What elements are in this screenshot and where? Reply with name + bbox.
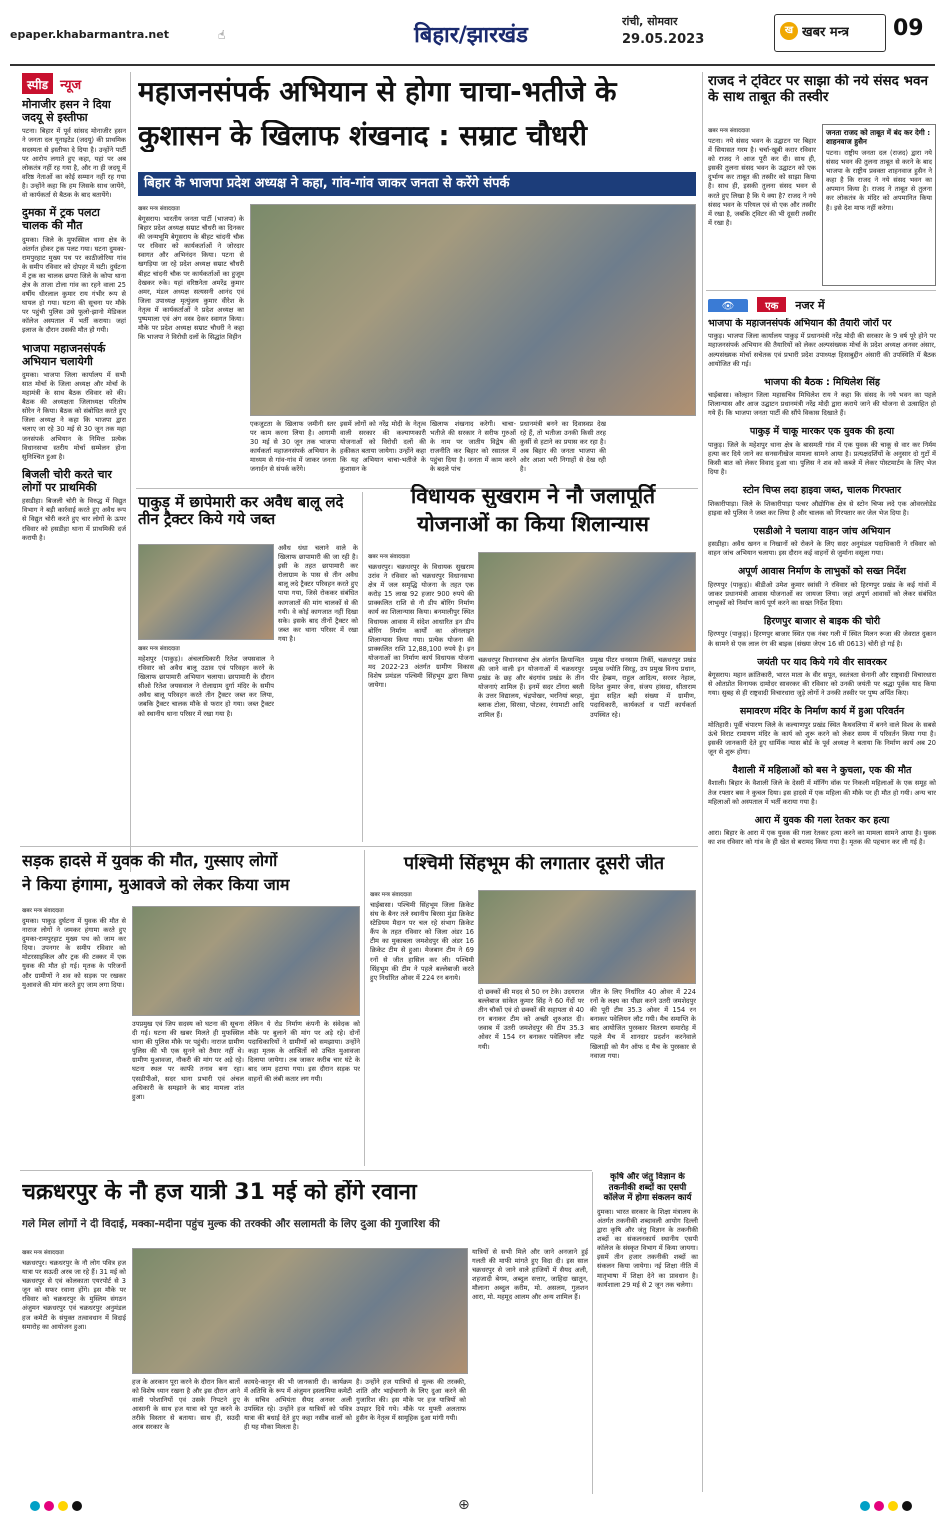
pakur-headline[interactable]: पाकुड़ में छापेमारी कर अवैध बालू लदे तीन ट्रैक्टर किये गये जब्त	[138, 494, 344, 529]
lead-headline-line-2[interactable]: कुशासन के खिलाफ शंखनाद : सम्राट चौधरी	[138, 120, 588, 152]
mid-column-rule	[362, 492, 363, 842]
agri-headline[interactable]: कृषि और जंतु विज्ञान के तकनीकी शब्दों का एसपी कॉलेज में होगा संकलन कार्य	[603, 1172, 692, 1204]
nazar-item-body: चाईबासा। कोल्हान जिला महासचिव मिथिलेश राय ने कहा कि संसद के नये भवन का पहले शिलान्यास और आज उद्घाटन प्रधानमंत्री नरेंद्र मोदी द्वारा कराये जाने की योजना से उत्साहित हो गये हैं। कि भाजपा जनता पार्टी की सौंपे विकास दिखाते हैं।	[708, 391, 936, 418]
accident-byline: खबर मन्त्र संवाददाता	[22, 908, 64, 914]
pakur-photo[interactable]	[138, 544, 274, 640]
pakur-text-a	[138, 644, 274, 838]
registration-dot	[30, 1501, 40, 1511]
nazar-item-title: पाकुड़ में चाकू मारकर एक युवक की हत्या	[749, 426, 895, 438]
lead-subhead: बिहार के भाजपा प्रदेश अध्यक्ष ने कहा, गांव-गांव जाकर जनता से करेंगे संपर्क	[138, 172, 696, 196]
nazar-item-body: वैशाली। बिहार के वैशाली जिले के देसरी में मॉर्निंग वॉक पर निकली महिलाओं के एक समूह को तेज रफ्तार बस ने कुचल दिया। इस हादसे में एक महिला की मौके पर ही मौत हो गयी। अन्य चार महिलाओं को अस्पताल में भर्ती कराया गया है।	[708, 779, 936, 806]
registration-dot	[860, 1501, 870, 1511]
nazar-item	[708, 657, 936, 699]
mid-section-rule	[20, 846, 698, 847]
rjd-headline[interactable]: राजद ने ट्विटर पर साझा की नये संसद भवन के साथ ताबूत की तस्वीर	[708, 74, 929, 105]
lead-photo[interactable]	[250, 204, 696, 416]
speed-item-title: भाजपा महाजनसंपर्क अभियान चलायेगी	[22, 341, 106, 368]
nazar-item-title: भाजपा के महाजनसंपर्क अभियान की तैयारी जोरों पर	[708, 318, 892, 329]
ek-nazar-label	[708, 294, 936, 312]
haj-subhead: गले मिल लोगों ने दी विदाई, मक्का-मदीना पहुंच मुल्क की तरक्की और सलामती के लिए दुआ की गुजारिश की	[22, 1218, 440, 1230]
speed-news-label	[22, 72, 122, 94]
accident-text-c: लेकिन ये रोड निर्माण कंपनी के संवेदक को मौके पर बुलाने की मांग पर अड़े रहे। दोनों पदाधिकारियों ने ग्रामीणों को समझाया। उन्होंने कहा मृतक के आश्रितों को उचित मुआवजा दिलाया जायेगा। तब जाकर करीब चार घंटे के बाद जाम हटाया गया। इस दौरान सड़क पर वाहनों की लंबी कतार लग गयी।	[248, 1020, 360, 1083]
haj-photo[interactable]	[132, 1248, 468, 1374]
lead-text-col3: इसमें लोगों को नरेंद्र मोदी के नेतृत्व वाली सरकार की कल्याणकारी योजनाओं को विरोधी दलों की हकीकत बताया जायेगा। उन्होंने कहा कि यह अभियान चाचा-भतीजे के कुशासन के	[340, 420, 426, 474]
nazar-item	[708, 616, 936, 649]
agri-body: दुमका। भारत सरकार के शिक्षा मंत्रालय के अंतर्गत तकनीकी शब्दावली आयोग दिल्ली द्वारा कृषि और जंतु विज्ञान के तकनीकी शब्दों का संकलनकार्य स्थानीय एसपी कॉलेज के संस्कृत विभाग में किया जायगा। इसमें तीन हजार तकनीकी शब्दों का संकलन किया जायेगा। नई शिक्षा नीति में मातृभाषा में शिक्षा देने का प्रावधान है। कार्यशाला 29 मई से 2 जून तक चलेगा।	[597, 1207, 698, 1289]
nazar-item-title: जयंती पर याद किये गये वीर सावरकर	[757, 656, 887, 668]
haj-text-b: हज के अरकान पूरा करने के दौरान किन बातों को विशेष ध्यान रखना है और इस दौरान आने वाली परेशानियों एवं उसके निपटने हुए आसानी के साथ हज यात्रा को पूरा करने के तरीके विस्तार से बताया। साथ ही, सउदी अरब सरकार के	[132, 1378, 240, 1432]
lower-mid-rule	[364, 850, 365, 1166]
nazar-item-body: बेगूसराय। महान क्रांतिकारी, भारत माता के वीर सपूत, स्वतंत्रता सेनानी और राष्ट्रवादी विचारधारा से ओतप्रोत विनायक दामोदर सावरकर की रविवार को उनकी जयंती पर श्रद्धा पूर्वक याद किया गया। सुबह से ही राष्ट्रवादी विचारधारा जुड़े लोगों ने उनकी तस्वीर पर पुष्प अर्पित किए।	[708, 671, 936, 698]
ek-label-a: एक	[757, 297, 786, 312]
registration-dot	[58, 1501, 68, 1511]
cricket-text-a	[370, 890, 474, 1164]
speed-item-body: दुमका। जिले के मुफस्सिल थाना क्षेत्र के अंतर्गत होकर ट्रक पलट गया। घटना दुमका-रामपुरहाट मुख्य पथ पर काठीजोरिया गांव के समीप रविवार को दोपहर में घटी। दुर्घटना में ट्रक का चालक छपरा जिले के कोपा थाना क्षेत्र के ताजा टोला गांव का रहने वाला 25 वर्षीय धीरलाल कुमार राय गंभीर रूप से घायल हो गया। घटना की सूचना पर मौके पर पहुंची पुलिस उसे फूलो-झानो मेडिकल कॉलेज अस्पताल में भर्ती कराया। जहां इलाज के दौरान उसकी मौत हो गयी।	[22, 235, 126, 335]
registration-dot	[902, 1501, 912, 1511]
nazar-item	[708, 485, 936, 518]
ek-nazar-column	[708, 318, 936, 1488]
speed-item	[22, 342, 126, 462]
accident-body: दुमका। पाकुड़ दुर्घटना में युवक की मौत से नाराज लोगों ने जमकर हंगामा करते हुए दुमका-रामपुरहाट मुख्य पथ को जाम कर दिया। उपनगर के समीप रविवार को मोटरसाइकिल और ट्रक की टक्कर में एक युवक की मौत हो गई। मृतक के परिजनों और ग्रामीणों ने शव को सड़क पर रखकर मुआवजे की मांग करते हुए जाम लगा दिया।	[22, 917, 126, 989]
nazar-item-body: हिरणपुर (पाकुड़)। बीडीओ उमेश कुमार स्वांसी ने रविवार को हिरणपुर प्रखंड के कई गांवों में जाकर प्रधानमंत्री आवास योजनाओं का जायजा लिया। जहां अपूर्ण आवासों को लेकर संबंधित लाभुकों को निर्माण कार्य पूर्ण करने का सख्त निर्देश दिया।	[708, 580, 936, 607]
lead-byline: खबर मन्त्र संवाददाता	[138, 206, 180, 212]
speed-label-a: स्पीड	[22, 73, 53, 94]
nazar-item-body: हिरणपुर (पाकुड़)। हिरणपुर बाजार स्थित एक नंबर गली में स्थित मिलन रूजा की जेवरात दुकान के सामने से एक लाल रंग की बाइक (संख्या जेएच 16 सी 0613) चोरी हो गई है।	[708, 630, 936, 648]
nazar-item-title: अपूर्ण आवास निर्माण के लाभुकों को सख्त निर्देश	[737, 566, 907, 578]
cursor-icon: ☝	[218, 28, 226, 42]
nazar-item	[708, 377, 936, 419]
cricket-headline[interactable]: पश्चिमी सिंहभूम की लगातार दूसरी जीत	[403, 854, 665, 874]
cricket-text-c: जीत के लिए निर्धारित 40 ओवर में 224 रनों के लक्ष्य का पीछा करने उतरी जमशेदपुर की पूरी टीम 35.3 ओवर में 154 रन बनाकर पवेलियन लौट गयी। मैच समाप्ति के बाद आयोजित पुरस्कार वितरण समारोह में पहले मैच में शानदार प्रदर्शन करनेवाले खिलाड़ी को मैन ऑफ द मैच के पुरस्कार से नवाजा गया।	[590, 988, 696, 1060]
cricket-photo[interactable]	[478, 890, 696, 984]
nazar-item	[708, 566, 936, 608]
haj-headline[interactable]: चक्रधरपुर के नौ हज यात्री 31 मई को होंगे रवाना	[22, 1180, 417, 1205]
speed-item-body: दुमका। भाजपा जिला कार्यालय में सभी सात मोर्चा के जिला अध्यक्ष और मोर्चा के महामंत्री के साथ बैठक रविवार को की। बैठक की अध्यक्षता जिलाध्यक्ष परितोष सोरेन ने किया। बैठक को संबोधित करते हुए जिला अध्यक्ष ने कहा कि भाजपा द्वारा चलाए जा रहे 30 मई से 30 जून तक महा जनसंपर्क अभियान के निमित्त प्रत्येक विधानसभा स्तरीय मोर्चा सम्मेलन होना सुनिश्चित हुआ है।	[22, 370, 126, 461]
mla-headline-line-1[interactable]: विधायक सुखराम ने नौ जलापूर्ति	[410, 484, 656, 508]
speed-item-body: पटना। बिहार में पूर्व सांसद मोनाजीर हसन ने जनता दल यूनाइटेड (जदयू) की प्राथमिक सदस्यता से इस्तीफा दे दिया है। उन्होंने पार्टी पर आरोप लगाते हुए कहा, यहां पर अब लोकतंत्र नहीं रह गया है, और ना ही जदयू में वरिष्ठ नेताओं का कोई सम्मान नहीं रह गया है। उन्होंने कहा कि हम जिसके साथ जायेंगे, वो कार्यकर्ता से बैठक के बाद बतायेंगे।	[22, 127, 126, 200]
pakur-text-b: अवैध धंधा चलाने वाले के खिलाफ छापामारी की जा रही है। इसी के तहत छापामारी कर रोलाग्राम के पास से तीन अवैध बालू लदे ट्रैक्टर परिवहन करते हुए पाया गया, जिसे रोककर संबंधित कागजातों की मांग चालकों से की गयी। वे कोई कागजात नहीं दिखा सके। इसके बाद तीनों ट्रैक्टर को जब्त कर थाना परिसर में रखा गया है।	[278, 544, 358, 643]
lead-body: बेगूसराय। भारतीय जनता पार्टी (भाजपा) के बिहार प्रदेश अध्यक्ष सम्राट चौधरी का दिनकर की जन्मभूमि बेगूसराय के बीहट चांदनी चौक पर रविवार को कार्यकर्ताओं ने जोरदार स्वागत और अभिनंदन किया। पटना से खगड़िया जा रहे प्रदेश अध्यक्ष सम्राट चौधरी बीहट चांदनी चौक पर कार्यकर्ताओं का हुजूम देखकर रुके। यहां वरिष्ठनेता अमरेंद्र कुमार अमर, मंडल अध्यक्ष सत्यसनी आनंद एवं जिला उपाध्यक्ष मृत्युंजय कुमार वीरेश के नेतृत्व में कार्यकर्ताओं ने प्रदेश अध्यक्ष का पुष्पमाला एवं अंग वस्त्र देकर स्वागत किया। मौके पर प्रदेश अध्यक्ष सम्राट चौधरी ने कहा कि भाजपा ने विरोधी दलों के सिद्धांत विहीन	[138, 215, 244, 342]
nazar-item-title: भाजपा की बैठक : मिथिलेश सिंह	[764, 376, 880, 388]
registration-dot	[44, 1501, 54, 1511]
cricket-body: चाईबासा। पश्चिमी सिंहभूम जिला क्रिकेट संघ के बैनर तले स्थानीय बिरसा मुंडा क्रिकेट स्टेडियम मैदान पर चल रहे संभाग क्रिकेट कैंप के तहत रविवार को जिला अंडर 16 टीम का मुकाबला जमशेदपुर की अंडर 16 क्रिकेट टीम से हुआ। मेजबान टीम ने 69 रनों से जीत हासिल कर ली। पश्चिमी सिंहभूम की टीम ने पहले बल्लेबाजी करते हुए निर्धारित ओवर में 224 रन बनाये।	[370, 901, 474, 982]
lead-headline-line-1[interactable]: महाजनसंपर्क अभियान से होगा चाचा-भतीजे के	[138, 76, 617, 108]
rjd-box-body: पटना। राष्ट्रीय जनता दल (राजद) द्वारा नये संसद भवन की तुलना ताबूत से करने के बाद भाजपा के राष्ट्रीय प्रवक्ता शाहनवाज हुसैन ने कहा है कि राजद ने नये संसद भवन का अपमान किया है। राजद ने ताबूत से तुलना कर लोकतंत्र के मंदिर को अपमानित किया है। इसे देश माफ नहीं करेगा।	[826, 149, 932, 212]
lead-text-col2: एकजुटता के खिलाफ जमीनी स्तर पर काम करना लिया है। आगामी 30 मई से 30 जून तक भाजपा कार्यकर्ता महाजनसंपर्क अभियान के माध्यम से गांव-गांव में जाकर जनता जनार्दन से संपर्क करेंगे।	[250, 420, 336, 474]
mla-text-b: चक्रधरपुर विधानसभा क्षेत्र अंतर्गत क्रियान्वित की जाने वाली इन योजनाओं में चक्रधरपुर प्रखंड के छह और बंदगांव प्रखंड के तीन योजनाएं शामिल हैं। इनमें सदर टोंगरा बस्ती के उत्तर विद्यालय, चंद्रपोखर, भरनियां बरहा, ब्लाक टोला, सिरसा, पोटका, रंगामाटी आदि शामिल हैं।	[478, 656, 584, 719]
right-column-rule	[702, 72, 703, 1492]
mla-text-a	[368, 552, 474, 838]
nazar-item	[708, 426, 936, 477]
nazar-item	[708, 318, 936, 369]
speed-item-title: मोनाजीर हसन ने दिया जदयू से इस्तीफा	[22, 98, 111, 125]
haj-body: चक्रधरपुर। चक्रधरपुर के नौ लोग पवित्र हज यात्रा पर सऊदी अरब जा रहे हैं। 31 मई को चक्रधरपुर से एवं कोलकाता एयरपोर्ट से 3 जून को सफर रवाना होंगे। इस मौके पर रविवार को चक्रधरपुर के मुस्लिम संगठन अंजुमन चक्रधरपुर एवं चक्रधरपुर अनुमंडल हज कमेटी के संयुक्त तत्वावधान में विदाई समारोह का आयोजन हुआ।	[22, 1259, 126, 1331]
rjd-box-title: जनता राजद को ताबूत में बंद कर देगी : शाहनवाज हुसैन	[826, 128, 931, 146]
speed-item-title: दुमका में ट्रक पलटा चालक की मौत	[22, 206, 100, 233]
speed-item-title: बिजली चोरी करते चार लोगों पर प्राथमिकी	[22, 467, 112, 495]
registration-dot	[72, 1501, 82, 1511]
pakur-body: महेशपुर (पाकुड़)। अंचलाधिकारी रितेश जयसवाल ने रविवार को अवैध बालू उठाव एवं परिवहन करने के खिलाफ छापामारी अभियान चलाया। छापामारी के दौरान सीओ रितेश जयसवाल ने रोलाग्राम दुर्गा मंदिर के समीप अवैध बालू परिवहन करते तीन ट्रैक्टर जब्त कर लिया, जबकि ट्रैक्टर चालक मौके से फरार हो गया। जब्त ट्रैक्टर को स्थानीय थाना परिसर में रखा गया है।	[138, 655, 274, 718]
epaper-url[interactable]: epaper.khabarmantra.net	[10, 28, 169, 41]
page-header	[0, 0, 945, 64]
haj-byline: खबर मन्त्र संवाददाता	[22, 1250, 64, 1256]
pakur-byline: खबर मन्त्र संवाददाता	[138, 646, 180, 652]
brand-logo-icon: ख	[780, 22, 798, 40]
mla-body: चक्रधरपुर। चक्रधरपुर के विधायक सुखराम उरांव ने रविवार को चक्रधरपुर विधानसभा क्षेत्र में जल समृद्धि योजना के तहत एक करोड़ 15 लाख 92 हजार 900 रुपये की प्राक्कलित राशि से नौ डीप बोरिंग निर्माण कार्य का शिलान्यास किया। बनमालीपुर स्थित विधायक आवास में संदेश आधारित इन डीप बोरिंग निर्माण कार्यों का ऑनलाइन शिलान्यास किया गया। प्रत्येक योजना की प्राक्कलित राशि 12,88,100 रुपये है। इन योजनाओं का निर्माण कार्य विधायक योजना मद 2022-23 अंतर्गत ग्रामीण विकास विशेष प्रमंडल पश्चिमी सिंहभूम द्वारा किया जायेगा।	[368, 563, 474, 690]
speed-item	[22, 98, 126, 200]
lead-text-col4: खिलाफ शंखनाद करेगी। चाचा-भतीजे की सरकार ने सरीफ गुरुओं के नाम पर जातीय विद्वेष की राजनीति कर बिहार को रसातल में पहुंचा दिया है। जनता में काम करने के बदले पांच	[430, 420, 516, 474]
mla-byline: खबर मन्त्र संवाददाता	[368, 554, 410, 560]
mla-headline-line-2[interactable]: योजनाओं का किया शिलान्यास	[417, 512, 649, 536]
header-rule	[10, 64, 935, 66]
accident-photo[interactable]	[132, 906, 360, 1016]
page-number: 09	[893, 16, 924, 41]
ek-nazar-eye-icon: 👁	[708, 299, 748, 312]
speed-item	[22, 468, 126, 543]
header-city-day: रांची, सोमवार	[622, 15, 678, 28]
nazar-item-title: एसडीओ ने चलाया वाहन जांच अभियान	[753, 525, 891, 537]
nazar-item-title: समावरण मंदिर के निर्माण कार्य में हुआ परिवर्तन	[739, 706, 905, 718]
nazar-item-title: स्टोन चिप्स लदा हाइवा जब्त, चालक गिरफ्तार	[743, 485, 901, 497]
rjd-body: पटना। नये संसद भवन के उद्घाटन पर बिहार में सियासत गरम है। चर्चा-खूबी करार रविवार को राजद ने आज पूरी कर दी। साथ ही, इसकी तुलना संसद भवन के उद्घाटन को एक दुर्भाग्य कर ताबूत की तस्वीर को साझा किया है। साथ ही, इसकी तुलना संसद भवन से करते हुए लिखा है कि ये क्या है? राजद ने नये संसद भवन के परियल एवं वो एक और तस्वीर में रखा है, जबकि ट्विटर की भी दूसरी तस्वीर में रखा है।	[708, 137, 816, 227]
left-column-rule	[130, 72, 131, 872]
speed-item	[22, 206, 126, 335]
rjd-side-box	[822, 124, 936, 286]
lower-section-rule	[20, 1170, 592, 1171]
nazar-item-title: हिरणपुर बाजार से बाइक की चोरी	[763, 616, 881, 628]
rjd-byline: खबर मन्त्र संवाददाता	[708, 128, 750, 134]
rjd-bottom-rule	[706, 290, 936, 291]
nazar-item-body: पाकुड़। जिले के महेशपुर थाना क्षेत्र के बासमती गांव में एक युवक की चाकू से वार कर निर्मम हत्या कर दिये जाने का सनसनीखेज मामला सामने आया है। प्रत्यक्षदर्शियों के अनुसार दो गुटों में किसी बात को लेकर विवाद हुआ था। पुलिस ने शव को कब्जे में लेकर पोस्टमार्टम के लिए भेज दिया है।	[708, 440, 936, 477]
haj-text-d: है। उन्होंने हज यात्रियों से मुल्क की तरक्की, शांति और भाईचारगी के लिए दुआ करने की गुजारिश की। इस मौके पर हज यात्रियों को उपहार दिये गये। मौके पर मुफ्ती अलताफ हुसैन के नेतृत्व में सामूहिक दुआ मांगी गयी।	[356, 1378, 466, 1423]
registration-dot	[874, 1501, 884, 1511]
nazar-item-title: वैशाली में महिलाओं को बस ने कुचला, एक की मौत	[732, 765, 912, 777]
nazar-item-body: मोतिहारी। पूर्वी चंपारण जिले के कल्याणपुर प्रखंड स्थित कैथवलिया में बनने वाले विश्व के सबसे ऊंचे विराट रामायण मंदिर के कार्य को शुरू करने को लेकर समय में परिवर्तन किया गया है। इसकी जानकारी देते हुए धार्मिक न्यास बोर्ड के पूर्व अध्यक्ष ने बताया कि निर्माण कार्य अब 20 जून से शुरू होगा।	[708, 720, 936, 756]
nazar-item-body: हसडीहा। अवैध खनन व निखानों को रोकने के लिए सदर अनुमंडल पदाधिकारी ने रविवार को वाहन जांच अभियान चलाया। इस दौरान कई वाहनों से जुर्माना वसूला गया।	[708, 540, 936, 558]
nazar-item	[708, 706, 936, 757]
brand-name: खबर मन्त्र	[802, 25, 850, 40]
mla-photo[interactable]	[478, 552, 696, 652]
nazar-item	[708, 765, 936, 807]
nazar-item	[708, 815, 936, 848]
accident-text-a	[22, 906, 126, 1164]
header-date: 29.05.2023	[622, 32, 705, 47]
speed-label-b: न्यूज	[60, 78, 82, 93]
nazar-item-body: पाकुड़। भाजपा जिला कार्यालय पाकुड़ में प्रधानमंत्री नरेंद्र मोदी की सरकार के 9 वर्ष पूरे होने पर महाजनसंपर्क अभियान की तैयारियों को लेकर अल्पसंख्यक मोर्चा के प्रदेश अध्यक्ष अनवर अंसार, अल्पसंख्यक मोर्चा सचेतक एवं प्रभारी प्रदेश उपाध्यक्ष हिसाबुद्दीन अंसारी की उपस्थिति में बैठक आयोजित की गई।	[708, 332, 936, 368]
registration-mark-icon: ⊕	[458, 1497, 470, 1513]
speed-item-body: हसडीहा। बिजली चोरी के विरुद्ध में विद्युत विभाग ने बड़ी कार्रवाई करते हुए अवैध रूप से विद्युत चोरी करते हुए चार लोगों के ऊपर रविवार को हसडीहा थाना में प्राथमिकी दर्ज करायी है।	[22, 497, 126, 542]
registration-dot	[888, 1501, 898, 1511]
agri-box	[592, 1172, 698, 1494]
accident-headline-line-1[interactable]: सड़क हादसे में युवक की मौत, गुस्साए लोगों	[22, 852, 278, 870]
section-title: बिहार/झारखंड	[414, 23, 528, 48]
accident-headline-line-2[interactable]: ने किया हंगामा, मुआवजे को लेकर किया जाम	[22, 876, 290, 894]
haj-text-c: कायदे-कानून की भी जानकारी दी। कार्यक्रम में अतिथि के रूप में अंजुमन इस्लामिया कमेटी के सचिव अभियंता सैयद अनवर अली उपस्थित रहे। उन्होंने हज यात्रियों को पवित्र यात्रा की बधाई देते हुए कहा नसीब वालों को ही यह मौका मिलता है।	[244, 1378, 352, 1432]
cricket-text-b: दो छक्कों की मदद से 50 रन टेके। उदयराज बल्लेबाज सांकेत कुमार सिंह ने 60 गेंदों पर तीन चौकों एवं दो छक्कों की सहायता से 40 रन बनाकर टीम को अच्छी शुरुआत दी। जवाब में उतरी जमशेदपुर की टीम 35.3 ओवर में 154 रन बनाकर पवेलियन लौट गयी।	[478, 988, 584, 1051]
nazar-item	[708, 526, 936, 559]
nazar-item-body: आरा। बिहार के आरा में एक युवक की गला रेतकर हत्या करने का मामला सामने आया है। युवक का शव रविवार को गांव के ही खेत से बरामद किया गया है। मृतक की पहचान कर ली गई है।	[708, 829, 936, 847]
cricket-byline: खबर मन्त्र संवाददाता	[370, 892, 412, 898]
lead-text-col1	[138, 204, 244, 444]
haj-text-a	[22, 1248, 126, 1492]
nazar-item-body: शिकारीपाड़ा। जिले के शिकारीपाड़ा पत्थर औद्योगिक क्षेत्र से स्टोन चिप्स लदे एक ओवरलोडेड हाइवा को पुलिस ने जब्त कर लिया है और चालक को गिरफ्तार कर जेल भेज दिया है।	[708, 499, 936, 517]
lead-text-col5: प्रधानमंत्री बनने का दिवास्वप्न देख रहे हैं, तो भतीजा उनकी किसी तरह कुर्सी से हटाने का प्रयास कर रहा है। अब बिहार की जनता भाजपा की ओर आशा भरी निगाहों से देख रही है।	[520, 420, 606, 474]
accident-text-b: उपप्रमुख एवं जिप सदस्य को घटना की सूचना दी गई। घटना की खबर मिलते ही मुफस्सिल थाना की पुलिस मौके पर पहुंची। नाराज ग्रामीण पुलिस की भी एक सुनने को तैयार नहीं थे। ग्रामीण मुआवजा, नौकरी की मांग पर अड़े रहे। घटना स्थल पर काफी तनाव बना रहा। एसडीपीओ, सदर थाना प्रभारी एवं अंचल अधिकारी के समझाने के बाद मामला शांत हुआ।	[132, 1020, 244, 1101]
mla-text-c: प्रमुख पीटर धनसाम तिर्की, चक्रधरपुर प्रखंड प्रमुख ज्योति सिरडू, उप प्रमुख विनय प्रधान, पीर हेम्ब्रम, राहुल आदित्य, सरवर नेहाल, दिनेश कुमार जेना, संजय हांसदा, सीताराम मुंडा सहित बड़ी संख्या में ग्रामीण, पदाधिकारी, कार्यकर्ता व पार्टी कार्यकर्ता उपस्थित रहे।	[590, 656, 696, 719]
ek-label-b: नजर में	[795, 299, 825, 312]
nazar-item-title: आरा में युवक की गला रेतकर कर हत्या	[754, 814, 890, 826]
haj-text-e: यात्रियों से सभी मिले और जाने अनजाने हुई गलती की माफी मांगते हुए विदा दी। इस साल चक्रधरपुर से जाने वाले हाजियों में सैयद अली, शहजादी बेगम, अब्दुल सत्तार, जाहिदा खातून, मौलाना अब्दुल करीम, मो. असलम, गुलशन आरा, मो. महमूद आलम और अन्य शामिल हैं।	[472, 1248, 588, 1302]
rjd-text	[708, 126, 816, 286]
